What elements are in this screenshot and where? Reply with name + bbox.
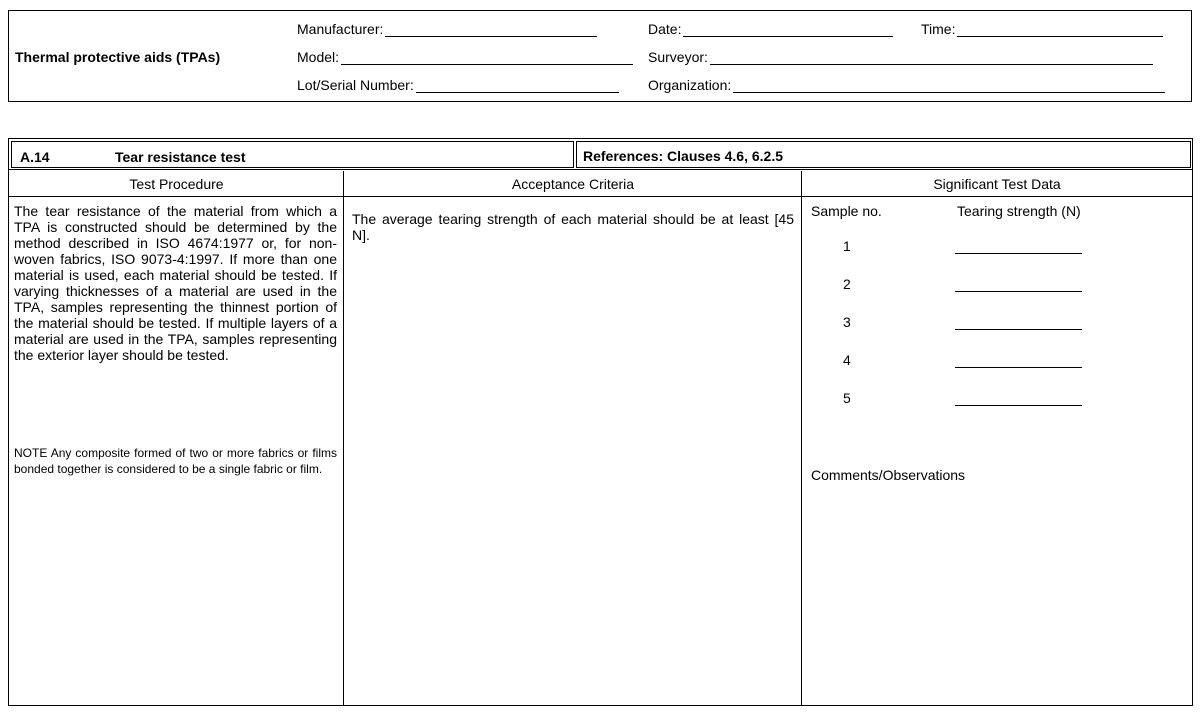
section-number: A.14 (20, 149, 50, 165)
sample-2-value-line[interactable] (955, 291, 1082, 292)
section-title-cell (11, 141, 574, 168)
column-divider (343, 171, 344, 705)
test-table (8, 138, 1193, 706)
model-field[interactable] (297, 49, 633, 65)
model-input-line[interactable] (341, 49, 633, 65)
column-divider (801, 171, 802, 705)
manufacturer-field[interactable] (297, 21, 597, 37)
sample-1-number: 1 (843, 238, 851, 254)
time-input-line[interactable] (957, 21, 1163, 37)
time-label: Time: (921, 21, 956, 37)
model-label: Model: (297, 49, 340, 65)
organization-input-line[interactable] (733, 77, 1165, 93)
procedure-note: NOTE Any composite formed of two or more fabrics or films bonded together is considered to be a single fabric or film. (14, 446, 337, 476)
sample-3-number: 3 (843, 314, 851, 330)
sample-4-number: 4 (843, 352, 851, 368)
sample-1-value-line[interactable] (955, 253, 1082, 254)
date-field[interactable] (648, 21, 893, 37)
procedure-text: The tear resistance of the material from which a TPA is constructed should be determined by the method described in ISO 4674:1977 or, for non-woven fabrics, ISO 9073-4:1997. If more than one material is used, each material should be tested. If varying thicknesses of a material are used in the TPA, samples representing the thinnest portion of the material should be tested. If multiple layers of a material are used in the TPA, samples representing the exterior layer should be tested. (14, 203, 337, 363)
references-cell (576, 141, 1191, 168)
time-field[interactable] (921, 21, 1163, 37)
surveyor-label: Surveyor: (648, 49, 708, 65)
sample-2-number: 2 (843, 276, 851, 292)
lot-serial-input-line[interactable] (416, 77, 619, 93)
lot-serial-field[interactable] (297, 77, 619, 93)
date-label: Date: (648, 21, 682, 37)
lot-serial-label: Lot/Serial Number: (297, 77, 414, 93)
surveyor-input-line[interactable] (710, 49, 1153, 65)
form-header (8, 10, 1192, 102)
manufacturer-input-line[interactable] (385, 21, 597, 37)
procedure-column-header: Test Procedure (9, 171, 344, 197)
form-title: Thermal protective aids (TPAs) (15, 49, 221, 65)
criteria-text: The average tearing strength of each material should be at least [45 N]. (352, 211, 794, 243)
sample-5-number: 5 (843, 390, 851, 406)
sample-5-value-line[interactable] (955, 405, 1082, 406)
sample-3-value-line[interactable] (955, 329, 1082, 330)
section-title: Tear resistance test (115, 149, 246, 165)
sample-4-value-line[interactable] (955, 367, 1082, 368)
sample-number-label: Sample no. (811, 203, 882, 219)
organization-field[interactable] (648, 77, 1165, 93)
data-column-header: Significant Test Data (802, 171, 1192, 197)
comments-label: Comments/Observations (811, 467, 966, 483)
references-text: References: Clauses 4.6, 6.2.5 (583, 148, 784, 164)
date-input-line[interactable] (683, 21, 893, 37)
tearing-strength-label: Tearing strength (N) (957, 203, 1081, 219)
criteria-column-header: Acceptance Criteria (344, 171, 802, 197)
manufacturer-label: Manufacturer: (297, 21, 384, 37)
section-title-row (9, 139, 1192, 170)
surveyor-field[interactable] (648, 49, 1153, 65)
organization-label: Organization: (648, 77, 732, 93)
